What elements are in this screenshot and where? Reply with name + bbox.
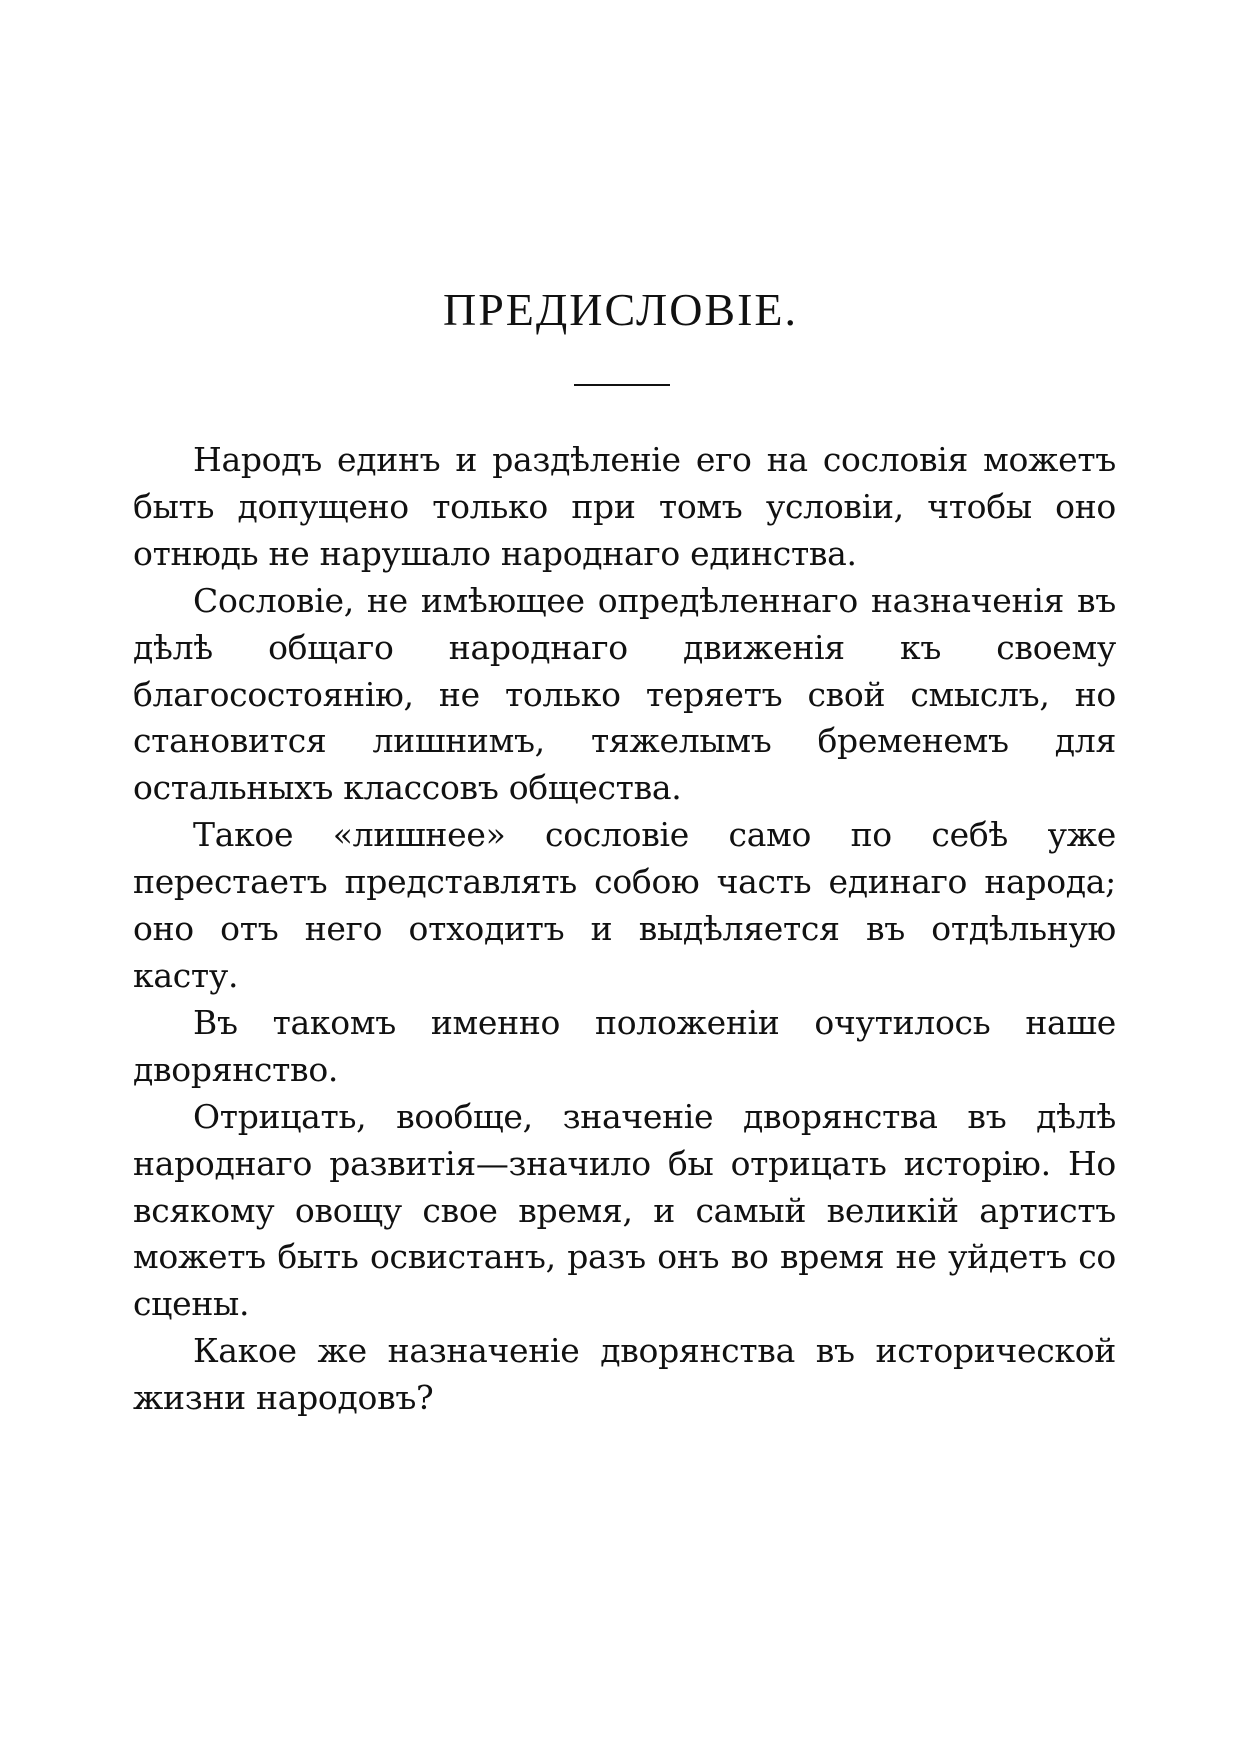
paragraph-3: Такое «лишнее» сословіе само по себѣ уже перестаетъ представлять собою часть единаго народа; оно отъ него отходитъ и выдѣляется въ отдѣльную касту. [133,815,1116,995]
title-divider [574,384,670,386]
paragraph-2: Сословіе, не имѣющее опредѣленнаго назначенія въ дѣлѣ общаго народнаго движенія къ своему благосостоянію, не только теряетъ свой смыслъ, но становится лишнимъ, тяжелымъ бременемъ для остальныхъ классовъ общества. [133,580,1116,808]
paragraph-6: Какое же назначеніе дворянства въ исторической жизни народовъ? [133,1331,1116,1418]
paragraph-4: Въ такомъ именно положеніи очутилось наше дворянство. [133,1002,1116,1089]
body-text [133,437,1116,1422]
paragraph-1: Народъ единъ и раздѣленіе его на сословія можетъ быть допущено только при томъ условіи, чтобы оно отнюдь не нарушало народнаго единства. [133,440,1116,573]
paragraph-5: Отрицать, вообще, значеніе дворянства въ дѣлѣ народнаго развитія—значило бы отрицать исторію. Но всякому овощу свое время, и самый великій артистъ можетъ быть освистанъ, разъ онъ во время не уйдетъ со сцены. [133,1096,1116,1324]
page-title: ПРЕДИСЛОВІЕ. [442,284,799,335]
